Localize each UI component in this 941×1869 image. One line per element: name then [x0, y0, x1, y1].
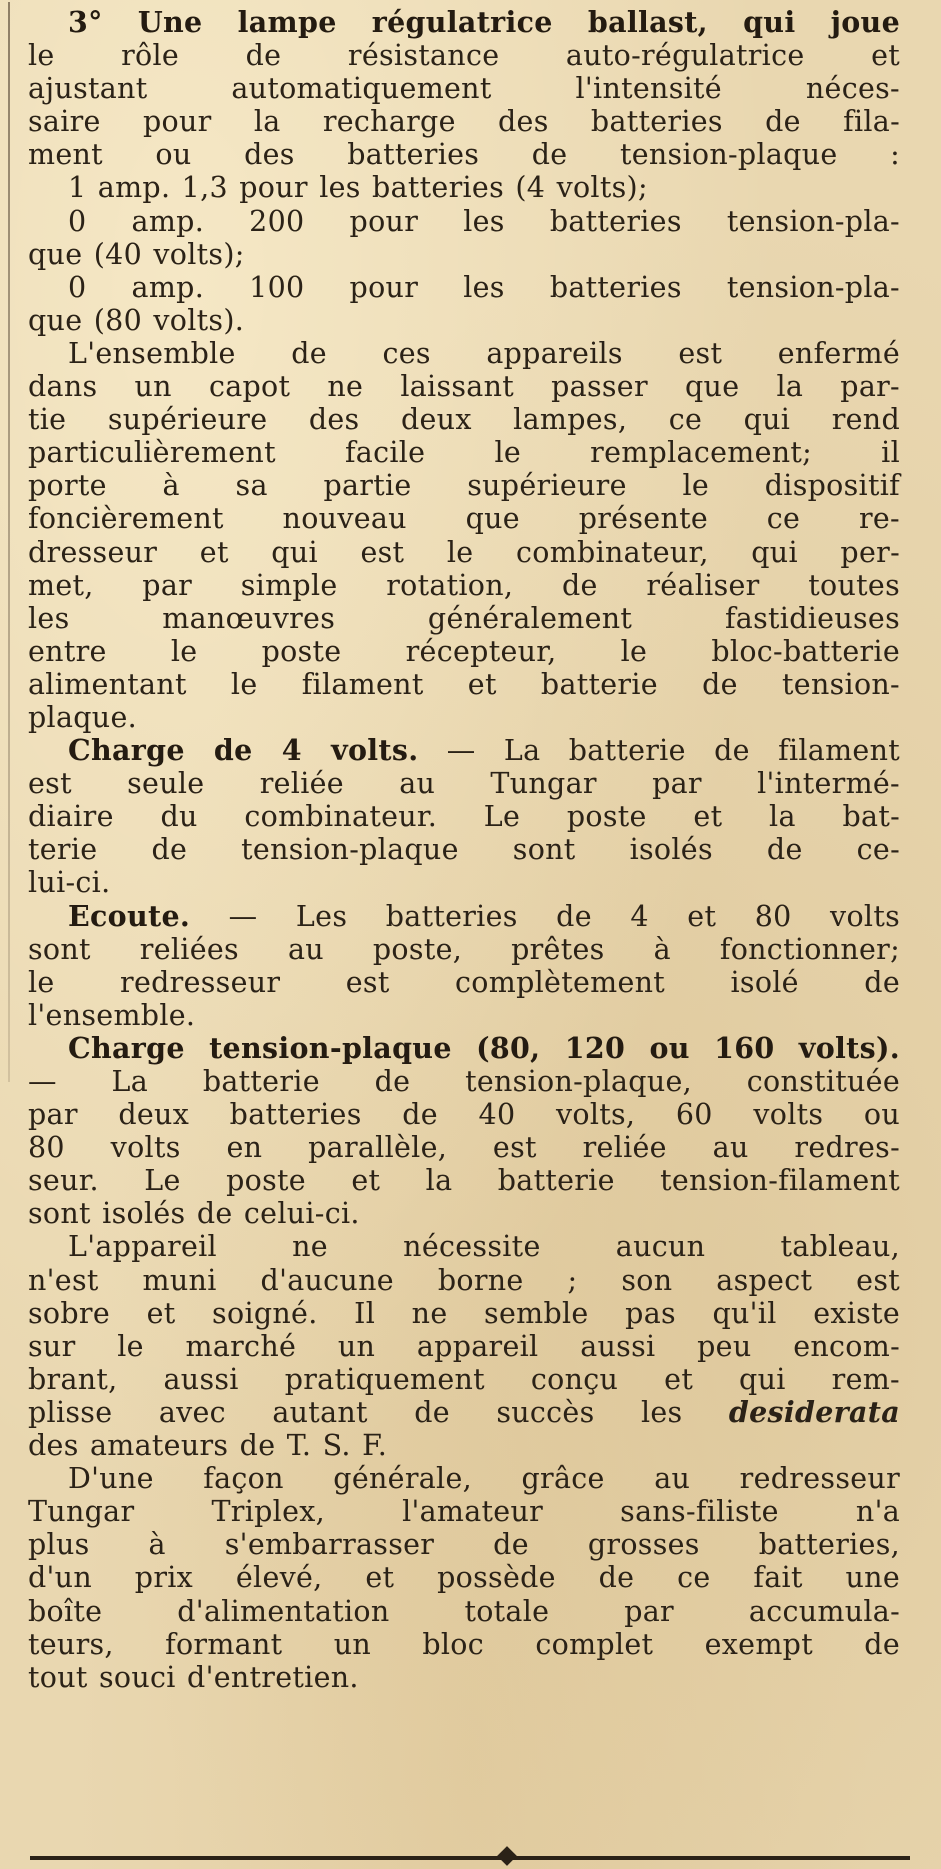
article-line [28, 1462, 900, 1495]
article-line [28, 72, 900, 105]
line-text: 1 amp. 1,3 pour les batteries (4 volts); [68, 171, 648, 205]
section-heading: Charge tension-plaque (80, 120 ou 160 volts). [68, 1030, 900, 1065]
line-text: 3° Une lampe régulatrice ballast, qui joue [68, 5, 900, 39]
article-text [28, 6, 900, 1694]
line-text: terie de tension-plaque sont isolés de ce- [28, 833, 900, 867]
article-line [28, 271, 900, 304]
article-line [28, 933, 900, 966]
article-line [28, 966, 900, 999]
line-text: le redresseur est complètement isolé de [28, 965, 900, 999]
line-text: par deux batteries de 40 volts, 60 volts ou [28, 1098, 900, 1132]
article-line [28, 436, 900, 469]
divider-line [30, 1856, 910, 1860]
line-text: plus à s'embarrasser de grosses batteries, [28, 1528, 900, 1562]
article-line [28, 403, 900, 436]
line-text: lui-ci. [28, 866, 111, 900]
section-heading: Ecoute. [68, 898, 191, 933]
article-line [28, 1429, 900, 1462]
line-text: n'est muni d'aucune borne ; son aspect est [28, 1263, 900, 1297]
article-line [28, 502, 900, 535]
article-line [28, 1396, 900, 1429]
line-text: sont reliées au poste, prêtes à fonctionner; [28, 932, 900, 966]
article-line [28, 1595, 900, 1628]
line-text: saire pour la recharge des batteries de fila- [28, 105, 900, 139]
divider-ornament [497, 1846, 517, 1866]
line-text: diaire du combinateur. Le poste et la bat- [28, 800, 900, 834]
line-text: d'un prix élevé, et possède de ce fait une [28, 1561, 900, 1595]
line-text: est seule reliée au Tungar par l'intermé- [28, 767, 900, 801]
article-line [28, 800, 900, 833]
line-text: 0 amp. 100 pour les batteries tension-pla- [68, 270, 900, 304]
line-text: — Les batteries de 4 et 80 volts [190, 899, 900, 933]
article-line [28, 39, 900, 72]
column-rule [8, 2, 10, 1082]
line-text: les manœuvres généralement fastidieuses [28, 601, 900, 635]
line-text: — La batterie de filament [418, 734, 900, 768]
line-text: que (80 volts). [28, 303, 245, 337]
line-text: des amateurs de T. S. F. [28, 1429, 388, 1463]
article-line [28, 1131, 900, 1164]
line-text: L'ensemble de ces appareils est enfermé [68, 336, 900, 370]
article-line [28, 602, 900, 635]
line-text: porte à sa partie supérieure le dispositif [28, 469, 900, 503]
article-line [28, 1065, 900, 1098]
article-line [28, 1197, 900, 1230]
article-line [28, 1628, 900, 1661]
line-text: sobre et soigné. Il ne semble pas qu'il existe [28, 1296, 900, 1330]
line-text: le rôle de résistance auto-régulatrice et [28, 39, 900, 73]
article-line [28, 536, 900, 569]
line-text: — La batterie de tension-plaque, constituée [28, 1065, 900, 1098]
line-text: tie supérieure des deux lampes, ce qui rend [28, 403, 900, 437]
article-line [28, 1330, 900, 1363]
article-line [28, 138, 900, 171]
article-line [28, 205, 900, 238]
line-text: teurs, formant un bloc complet exempt de [28, 1627, 900, 1661]
line-text: sur le marché un appareil aussi peu encom- [28, 1329, 900, 1363]
article-line [28, 866, 900, 899]
line-text: foncièrement nouveau que présente ce re- [28, 502, 900, 536]
line-text: L'appareil ne nécessite aucun tableau, [68, 1230, 900, 1264]
article-line [28, 370, 900, 403]
article-line [28, 569, 900, 602]
line-text: seur. Le poste et la batterie tension-filament [28, 1164, 900, 1198]
italic-term: desiderata [728, 1394, 900, 1429]
line-text: ment ou des batteries de tension-plaque : [28, 138, 900, 172]
article-line [28, 1032, 900, 1065]
line-text: D'une façon générale, grâce au redresseur [68, 1462, 900, 1496]
article-line [28, 6, 900, 39]
section-divider [30, 1855, 910, 1861]
line-text: 0 amp. 200 pour les batteries tension-pla- [68, 204, 900, 238]
article-line [28, 469, 900, 502]
article-line [28, 734, 900, 767]
article-line [28, 105, 900, 138]
section-heading: Charge de 4 volts. [68, 733, 419, 768]
line-text: que (40 volts); [28, 237, 245, 271]
line-text: 80 volts en parallèle, est reliée au redres- [28, 1131, 900, 1165]
line-text: ajustant automatiquement l'intensité néces- [28, 72, 900, 106]
line-text: particulièrement facile le remplacement; il [28, 436, 900, 470]
article-line [28, 1495, 900, 1528]
line-text: dresseur et qui est le combinateur, qui per- [28, 535, 900, 569]
article-line [28, 238, 900, 271]
line-text: plisse avec autant de succès les [28, 1395, 729, 1429]
article-line [28, 767, 900, 800]
line-text: sont isolés de celui-ci. [28, 1197, 360, 1231]
article-line [28, 1297, 900, 1330]
line-text: met, par simple rotation, de réaliser toutes [28, 568, 900, 602]
article-line [28, 171, 900, 204]
article-line [28, 635, 900, 668]
line-text: plaque. [28, 700, 137, 734]
article-line [28, 1363, 900, 1396]
article-line [28, 833, 900, 866]
line-text: tout souci d'entretien. [28, 1660, 359, 1694]
article-line [28, 701, 900, 734]
line-text: l'ensemble. [28, 998, 196, 1032]
article-line [28, 668, 900, 701]
line-text: brant, aussi pratiquement conçu et qui rem- [28, 1362, 900, 1396]
article-line [28, 1528, 900, 1561]
article-line [28, 337, 900, 370]
line-text: dans un capot ne laissant passer que la par- [28, 370, 900, 404]
line-text: alimentant le filament et batterie de tension- [28, 667, 900, 701]
article-line [28, 1164, 900, 1197]
article-line [28, 304, 900, 337]
article-line [28, 1561, 900, 1594]
article-line [28, 900, 900, 933]
line-text: entre le poste récepteur, le bloc-batterie [28, 634, 900, 668]
article-line [28, 1264, 900, 1297]
line-text: Tungar Triplex, l'amateur sans-filiste n'a [28, 1495, 900, 1529]
article-line [28, 1230, 900, 1263]
article-line [28, 999, 900, 1032]
article-line [28, 1661, 900, 1694]
article-line [28, 1098, 900, 1131]
line-text: boîte d'alimentation totale par accumula- [28, 1594, 900, 1628]
